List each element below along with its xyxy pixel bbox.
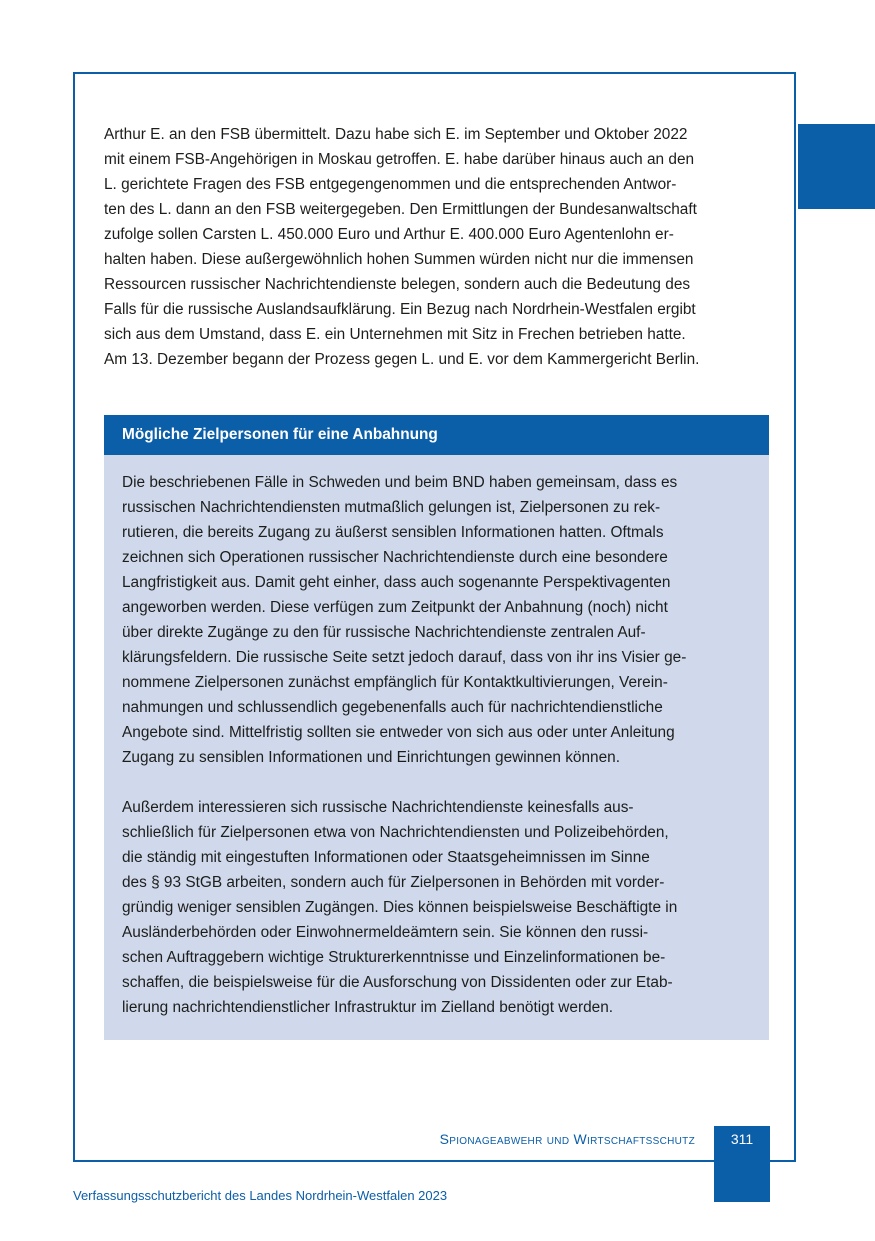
info-box-paragraph-1-line: russischen Nachrichtendiensten mutmaßlich gelungen ist, Zielpersonen zu rek- xyxy=(122,499,661,516)
body-text-line: Am 13. Dezember begann der Prozess gegen L. und E. vor dem Kammergericht Berlin. xyxy=(104,351,700,368)
info-box-paragraph-1-line: nommene Zielpersonen zunächst empfänglich für Kontaktkultivierungen, Verein- xyxy=(122,674,668,691)
info-box-paragraph-2-line: gründig weniger sensiblen Zugängen. Dies können beispielsweise Beschäftigte in xyxy=(122,899,678,916)
info-box-paragraph-1-line: rutieren, die bereits Zugang zu äußerst sensiblen Informationen hatten. Oftmals xyxy=(122,524,664,541)
info-box-paragraph-1-line: Langfristigkeit aus. Damit geht einher, dass auch sogenannte Perspektivagenten xyxy=(122,574,671,591)
page-number: 311 xyxy=(730,1131,754,1147)
info-box-paragraph-1-line: Zugang zu sensiblen Informationen und Einrichtungen gewinnen können. xyxy=(122,749,620,766)
info-box-paragraph-1-line: klärungsfeldern. Die russische Seite setzt jedoch darauf, dass von ihr ins Visier ge- xyxy=(122,649,687,666)
body-text-line: sich aus dem Umstand, dass E. ein Unternehmen mit Sitz in Frechen betrieben hatte. xyxy=(104,326,686,343)
info-box xyxy=(104,415,769,1040)
body-text-line: Arthur E. an den FSB übermittelt. Dazu habe sich E. im September und Oktober 2022 xyxy=(104,126,688,143)
info-box-paragraph-2-line: Außerdem interessieren sich russische Nachrichtendienste keinesfalls aus- xyxy=(122,799,634,816)
info-box-title: Mögliche Zielpersonen für eine Anbahnung xyxy=(104,415,769,455)
body-text-line: halten haben. Diese außergewöhnlich hohen Summen würden nicht nur die immensen xyxy=(104,251,694,268)
info-box-paragraph-1-line: über direkte Zugänge zu den für russische Nachrichtendienste zentralen Auf- xyxy=(122,624,646,641)
info-box-paragraph-2-line: schaffen, die beispielsweise für die Ausforschung von Dissidenten oder zur Etab- xyxy=(122,974,673,991)
info-box-paragraph-2-line: die ständig mit eingestuften Informationen oder Staatsgeheimnissen im Sinne xyxy=(122,849,650,866)
info-box-paragraph-1-line: Angebote sind. Mittelfristig sollten sie entweder von sich aus oder unter Anleitung xyxy=(122,724,675,741)
footer-publication-title: Verfassungsschutzbericht des Landes Nordrhein-Westfalen 2023 xyxy=(73,1188,448,1203)
info-box-body xyxy=(104,455,769,1020)
info-box-paragraph-1 xyxy=(122,470,751,770)
info-box-paragraph-1-line: nahmungen und schlussendlich gegebenenfalls auch für nachrichtendienstliche xyxy=(122,699,663,716)
body-text-line: ten des L. dann an den FSB weitergegeben. Den Ermittlungen der Bundesanwaltschaft xyxy=(104,201,697,218)
body-text-line: Falls für die russische Auslandsaufklärung. Ein Bezug nach Nordrhein-Westfalen ergibt xyxy=(104,301,696,318)
info-box-paragraph-2-line: Ausländerbehörden oder Einwohnermeldeämtern sein. Sie können den russi- xyxy=(122,924,649,941)
body-text-line: mit einem FSB-Angehörigen in Moskau getroffen. E. habe darüber hinaus auch an den xyxy=(104,151,695,168)
body-text-line: Ressourcen russischer Nachrichtendienste belegen, sondern auch die Bedeutung des xyxy=(104,276,691,293)
info-box-paragraph-2 xyxy=(122,795,751,1020)
info-box-paragraph-1-line: angeworben werden. Diese verfügen zum Zeitpunkt der Anbahnung (noch) nicht xyxy=(122,599,668,616)
info-box-paragraph-2-line: des § 93 StGB arbeiten, sondern auch für Zielpersonen in Behörden mit vorder- xyxy=(122,874,665,891)
info-box-paragraph-1-line: zeichnen sich Operationen russischer Nachrichtendienste durch eine besondere xyxy=(122,549,668,566)
body-text-line: L. gerichtete Fragen des FSB entgegengenommen und die entsprechenden Antwor- xyxy=(104,176,677,193)
body-text-line: zufolge sollen Carsten L. 450.000 Euro und Arthur E. 400.000 Euro Agentenlohn er- xyxy=(104,226,674,243)
info-box-paragraph-2-line: schließlich für Zielpersonen etwa von Nachrichtendiensten und Polizeibehörden, xyxy=(122,824,669,841)
info-box-paragraph-2-line: schen Auftraggebern wichtige Strukturerkenntnisse und Einzelinformationen be- xyxy=(122,949,666,966)
body-text xyxy=(104,122,772,372)
running-head: Spionageabwehr und Wirtschaftsschutz xyxy=(439,1131,695,1147)
info-box-paragraph-2-line: lierung nachrichtendienstlicher Infrastruktur im Zielland benötigt werden. xyxy=(122,999,614,1016)
chapter-side-tab xyxy=(798,124,875,209)
info-box-paragraph-1-line: Die beschriebenen Fälle in Schweden und beim BND haben gemeinsam, dass es xyxy=(122,474,678,491)
